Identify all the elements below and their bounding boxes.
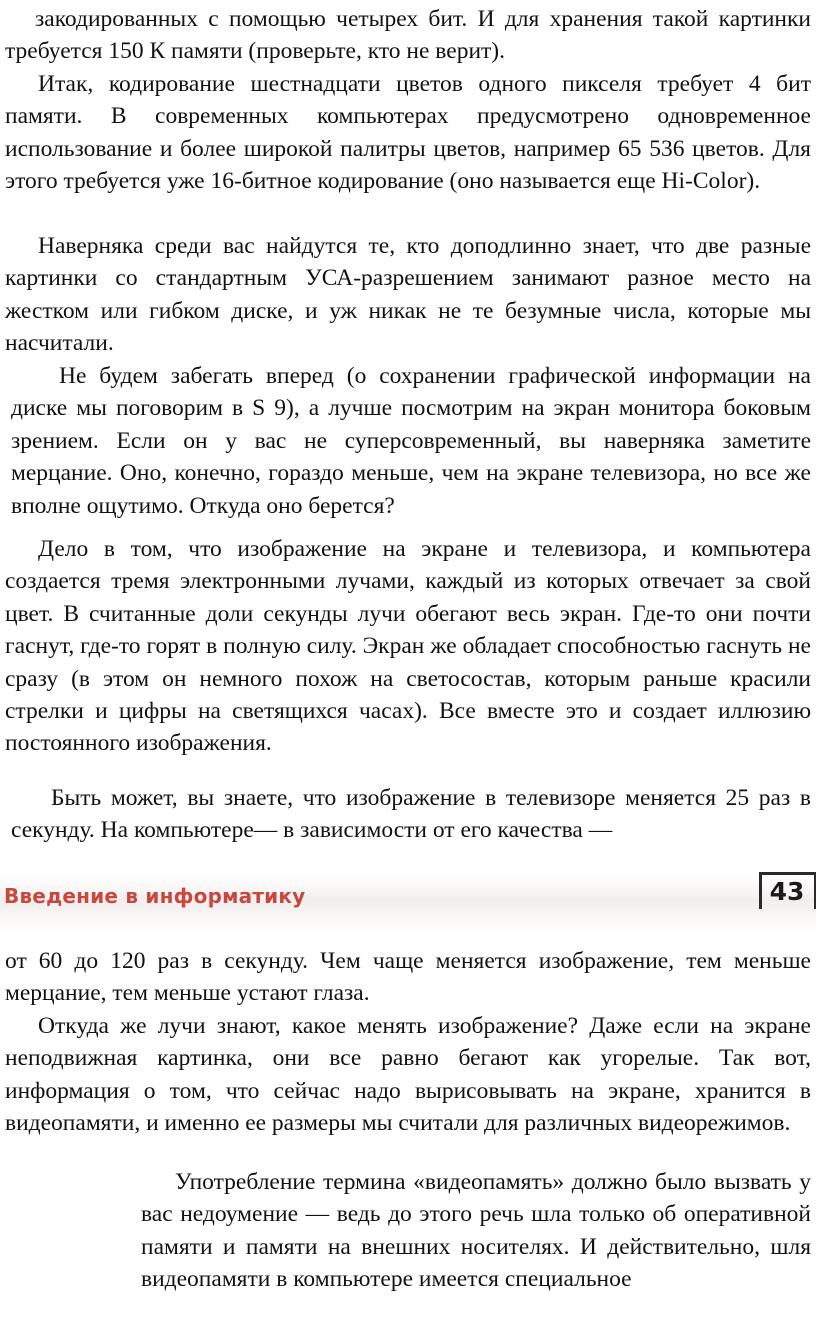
page-number: 43 <box>769 877 805 906</box>
paragraph-storage-150k: закодированных с помощью четырех бит. И для хранения такой картинки требуется 150 К памяти (проверьте, кто не верит). <box>5 6 811 65</box>
running-header <box>0 868 816 934</box>
paragraph-refresh-rate: Быть может, вы знаете, что изображение в телевизоре меняется 25 раз в секунду. На компьютере— в зависимости от его качества — <box>11 785 811 844</box>
paragraph-hi-color: Итак, кодирование шестнадцати цветов одного пикселя требует 4 бит памяти. В современных компьютерах предусмотрено одновременное использование и более широкой палитры цветов, например 65 536 цветов. Для этого требуется уже 16-битное кодирование (оно называется еще Hi-Color). <box>5 71 811 195</box>
paragraph-term-video-memory: Употребление термина «видеопамять» должно было вызвать у вас недоумение — ведь до этого речь шла только об оперативной памяти и памяти на внешних носителях. И действительно, шля видеопамяти в компьютере имеется специальное <box>141 1169 811 1293</box>
paragraph-flicker: Не будем забегать вперед (о сохранении графической информации на диске мы поговорим в S 9), а лучше посмотрим на экран монитора боковым зрением. Если он у вас не суперсовременный, вы наверняка заметите мерцание. Оно, конечно, гораздо меньше, чем на экране телевизора, но все же вполне ощутимо. Откуда оно берется? <box>11 363 811 519</box>
paragraph-electron-beams: Дело в том, что изображение на экране и телевизора, и компьютера создается тремя электронными лучами, каждый из которых отвечает за свой цвет. В считанные доли секунды лучи обегают весь экран. Где-то они почти гаснут, где-то горят в полную силу. Экран же обладает способностью гаснуть не сразу (в этом он немного похож на светосостав, которым раньше красили стрелки и цифры на светящихся часах). Все вместе это и создает иллюзию постоянного изображения. <box>5 536 811 757</box>
paragraph-video-memory: Откуда же лучи знают, какое менять изображение? Даже если на экране неподвижная картинка, они все равно бегают как угорелые. Так вот, информация о том, что сейчас надо вырисовывать на экране, хранится в видеопамяти, и именно ее размеры мы считали для различных видеорежимов. <box>5 1013 811 1137</box>
paragraph-refresh-continued: от 60 до 120 раз в секунду. Чем чаще меняется изображение, тем меньше мерцание, тем меньше устают глаза. <box>5 948 811 1007</box>
paragraph-disk-size: Наверняка среди вас найдутся те, кто доподлинно знает, что две разные картинки со стандартным УСА-разрешением занимают разное место на жестком или гибком диске, и уж никак не те безумные числа, которые мы насчитали. <box>5 233 811 357</box>
running-header-title: Введение в информатику <box>4 884 306 908</box>
